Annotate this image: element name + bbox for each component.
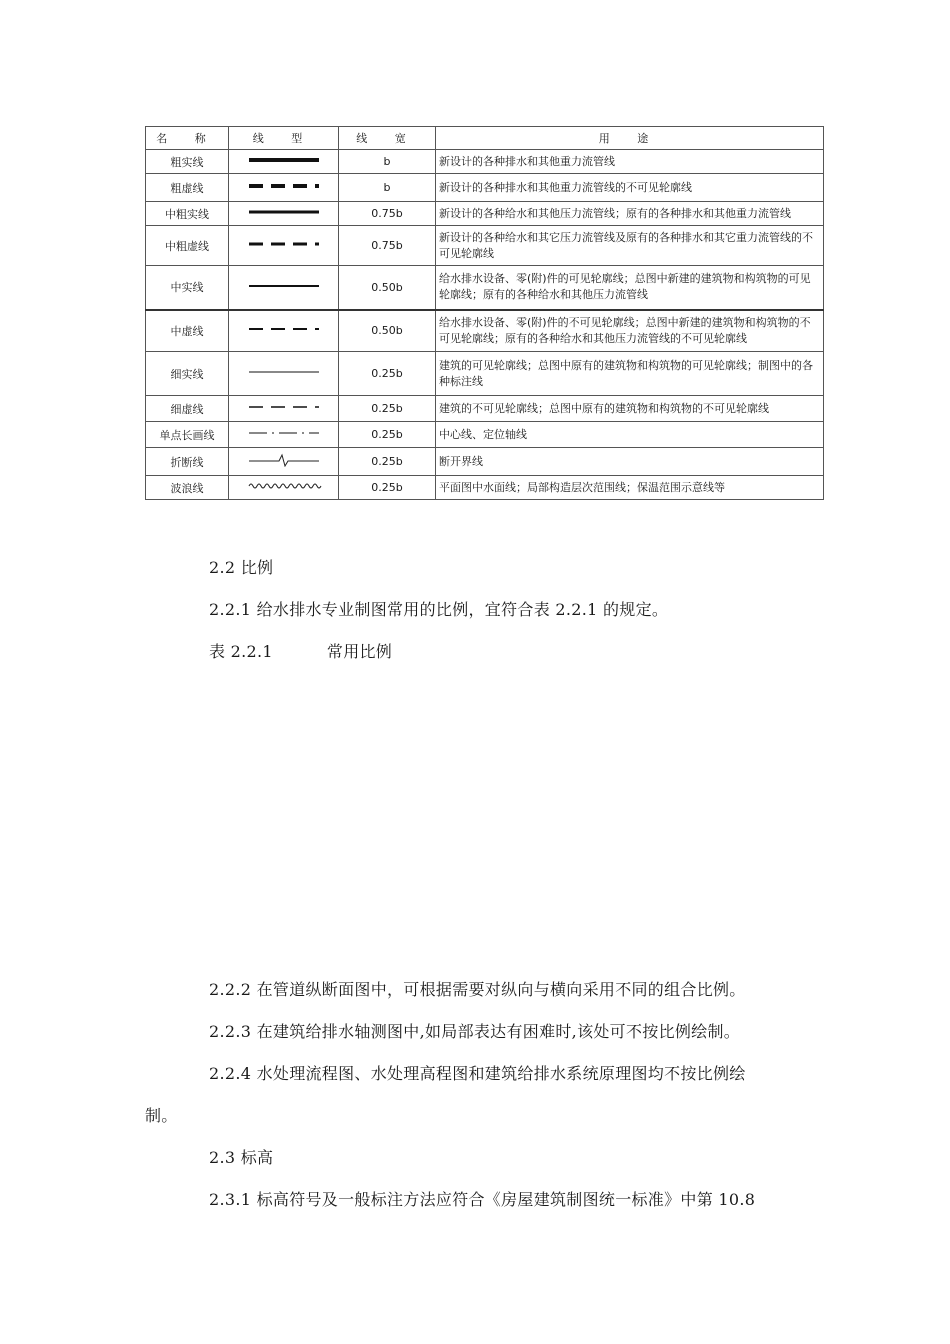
line-sample-solid: [245, 365, 323, 379]
clause-2-2-4-continued: 制。: [145, 1106, 178, 1125]
line-sample-dashed: [245, 322, 323, 336]
line-width: 0.50b: [339, 310, 436, 352]
line-width: 0.25b: [339, 476, 436, 500]
table-row: [146, 266, 824, 310]
table-number: 表 2.2.1: [209, 642, 273, 661]
table-2-2-1-caption: [209, 639, 392, 662]
line-sample: [229, 266, 339, 310]
clause-2-2-4: 2.2.4 水处理流程图、水处理高程图和建筑给排水系统原理图均不按比例绘: [209, 1064, 746, 1083]
line-sample: [229, 174, 339, 202]
header-line-width: 线 宽: [339, 127, 436, 150]
header-line-type: 线 型: [229, 127, 339, 150]
table-title: 常用比例: [326, 642, 393, 661]
line-name: 波浪线: [146, 476, 229, 500]
section-2-3-heading: 2.3 标高: [209, 1148, 274, 1167]
line-name: 单点长画线: [146, 422, 229, 448]
line-width: 0.75b: [339, 202, 436, 226]
line-sample-dashed: [245, 179, 323, 193]
line-name: 细实线: [146, 352, 229, 396]
line-width: 0.25b: [339, 448, 436, 476]
line-sample: [229, 448, 339, 476]
line-sample: [229, 226, 339, 266]
line-usage: 平面图中水面线；局部构造层次范围线；保温范围示意线等: [436, 476, 824, 500]
line-usage: 新设计的各种给水和其它压力流管线及原有的各种排水和其它重力流管线的不可见轮廓线: [436, 226, 824, 266]
table-row: [146, 226, 824, 266]
table-row: [146, 310, 824, 352]
line-name: 中粗实线: [146, 202, 229, 226]
line-usage: 断开界线: [436, 448, 824, 476]
line-sample-solid: [245, 153, 323, 167]
line-usage: 建筑的不可见轮廓线；总图中原有的建筑物和构筑物的不可见轮廓线: [436, 396, 824, 422]
line-width: 0.25b: [339, 396, 436, 422]
line-sample-wave: [245, 479, 323, 493]
table-row: [146, 352, 824, 396]
line-sample-dashed: [245, 237, 323, 251]
line-sample: [229, 422, 339, 448]
line-sample-solid: [245, 205, 323, 219]
line-usage: 新设计的各种排水和其他重力流管线: [436, 150, 824, 174]
line-width: b: [339, 174, 436, 202]
table-header-row: [146, 127, 824, 150]
line-sample: [229, 310, 339, 352]
line-width: 0.25b: [339, 422, 436, 448]
table-row: [146, 202, 824, 226]
line-usage: 新设计的各种给水和其他压力流管线；原有的各种排水和其他重力流管线: [436, 202, 824, 226]
table-row: [146, 150, 824, 174]
line-sample: [229, 476, 339, 500]
line-name: 折断线: [146, 448, 229, 476]
line-name: 粗实线: [146, 150, 229, 174]
line-sample: [229, 150, 339, 174]
clause-2-2-1: 2.2.1 给水排水专业制图常用的比例，宜符合表 2.2.1 的规定。: [209, 600, 669, 619]
table-row: [146, 396, 824, 422]
line-sample: [229, 352, 339, 396]
clause-2-3-1: 2.3.1 标高符号及一般标注方法应符合《房屋建筑制图统一标准》中第 10.8: [209, 1190, 756, 1209]
line-sample-dashdot: [245, 426, 323, 440]
header-usage: 用 途: [436, 127, 824, 150]
line-width: 0.50b: [339, 266, 436, 310]
section-2-2-heading: 2.2 比例: [209, 558, 274, 577]
table-row: [146, 422, 824, 448]
line-sample-break: [245, 453, 323, 467]
line-name: 中粗虚线: [146, 226, 229, 266]
table-row: [146, 476, 824, 500]
line-sample-solid: [245, 279, 323, 293]
table-row: [146, 174, 824, 202]
line-usage: 给水排水设备、零(附)件的不可见轮廓线；总图中新建的建筑物和构筑物的不可见轮廓线；原有的各种给水和其他压力流管线的不可见轮廓线: [436, 310, 824, 352]
line-width: 0.25b: [339, 352, 436, 396]
header-name: 名 称: [146, 127, 229, 150]
line-usage: 给水排水设备、零(附)件的可见轮廓线；总图中新建的建筑物和构筑物的可见轮廓线；原有的各种给水和其他压力流管线: [436, 266, 824, 310]
clause-2-2-3: 2.2.3 在建筑给排水轴测图中,如局部表达有困难时,该处可不按比例绘制。: [209, 1022, 741, 1041]
line-sample: [229, 396, 339, 422]
line-type-table: [145, 126, 824, 500]
line-name: 中虚线: [146, 310, 229, 352]
line-name: 粗虚线: [146, 174, 229, 202]
line-width: b: [339, 150, 436, 174]
line-name: 细虚线: [146, 396, 229, 422]
line-width: 0.75b: [339, 226, 436, 266]
line-usage: 中心线、定位轴线: [436, 422, 824, 448]
line-usage: 新设计的各种排水和其他重力流管线的不可见轮廓线: [436, 174, 824, 202]
table-row: [146, 448, 824, 476]
clause-2-2-2: 2.2.2 在管道纵断面图中，可根据需要对纵向与横向采用不同的组合比例。: [209, 980, 746, 999]
line-sample-dashed: [245, 400, 323, 414]
line-name: 中实线: [146, 266, 229, 310]
line-sample: [229, 202, 339, 226]
line-usage: 建筑的可见轮廓线；总图中原有的建筑物和构筑物的可见轮廓线；制图中的各种标注线: [436, 352, 824, 396]
